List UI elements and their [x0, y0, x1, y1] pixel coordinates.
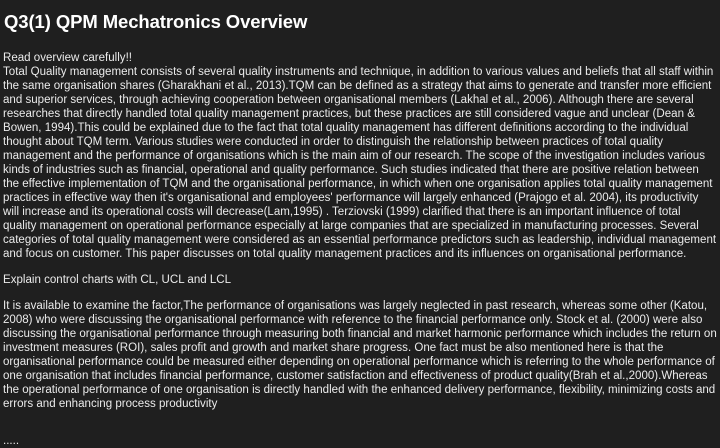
- document-body: [3, 51, 717, 423]
- intro-text: Read overview carefully!!: [3, 52, 132, 64]
- trailing-text: .....: [3, 435, 20, 447]
- question-text: Explain control charts with CL, UCL and LCL: [3, 274, 232, 286]
- page-title: Q3(1) QPM Mechatronics Overview: [4, 11, 308, 32]
- truncated-text-line: [3, 435, 63, 447]
- performance-paragraph: It is available to examine the factor,The performance of organisations was largely neglected in past research, whereas some other (Katou, 2008) who were discussing the organisational performance with reference to the financial performance only. Stock et al. (2000) were also discussing the organisational performance through measuring both financial and market harmonic performance which includes the return on investment measures (ROI), sales profit and growth and market share progress. One fact must be also mentioned here is that the organisational performance could be measured either depending on operational performance which is referring to the whole performance of one organisation that includes financial performance, customer satisfaction and effectiveness of product quality(Brah et al.,2000).Whereas the operational performance of one organisation is directly handled with the enhanced delivery performance, flexibility, minimizing costs and errors and enhancing process productivity: [3, 300, 717, 410]
- overview-paragraph: Total Quality management consists of several quality instruments and technique, in addition to various values and beliefs that all staff within the same organisation shares (Gharakhani et al., 2013).TQM can be defined as a strategy that aims to generate and transfer more efficient and superior services, through achieving cooperation between organisational members (Lakhal et al., 2006). Although there are several researches that directly handled total quality management practices, but these practices are still considered vague and unclear (Dean & Bowen, 1994).This could be explained due to the fact that total quality management has different definitions according to the individual thought about TQM term. Various studies were conducted in order to distinguish the relationship between practices of total quality management and the performance of organisations which is the main aim of our research. The scope of the investigation includes various kinds of industries such as financial, operational and quality performance. Such studies indicated that there are positive relation between the effective implementation of TQM and the organisational performance, in which when one organisation applies total quality management practices in effective way then it's organisational and employees' performance will largely enhanced (Prajogo et al. 2004), its productivity will increase and its operational costs will decrease(Lam,1995) . Terziovski (1999) clarified that there is an important influence of total quality management on operational performance especially at large companies that are specialized in manufacturing processes. Several categories of total quality management were considered as an essential performance predictors such as leadership, individual management and focus on customer. This paper discusses on total quality management practices and its influences on organisational performance.: [3, 66, 717, 260]
